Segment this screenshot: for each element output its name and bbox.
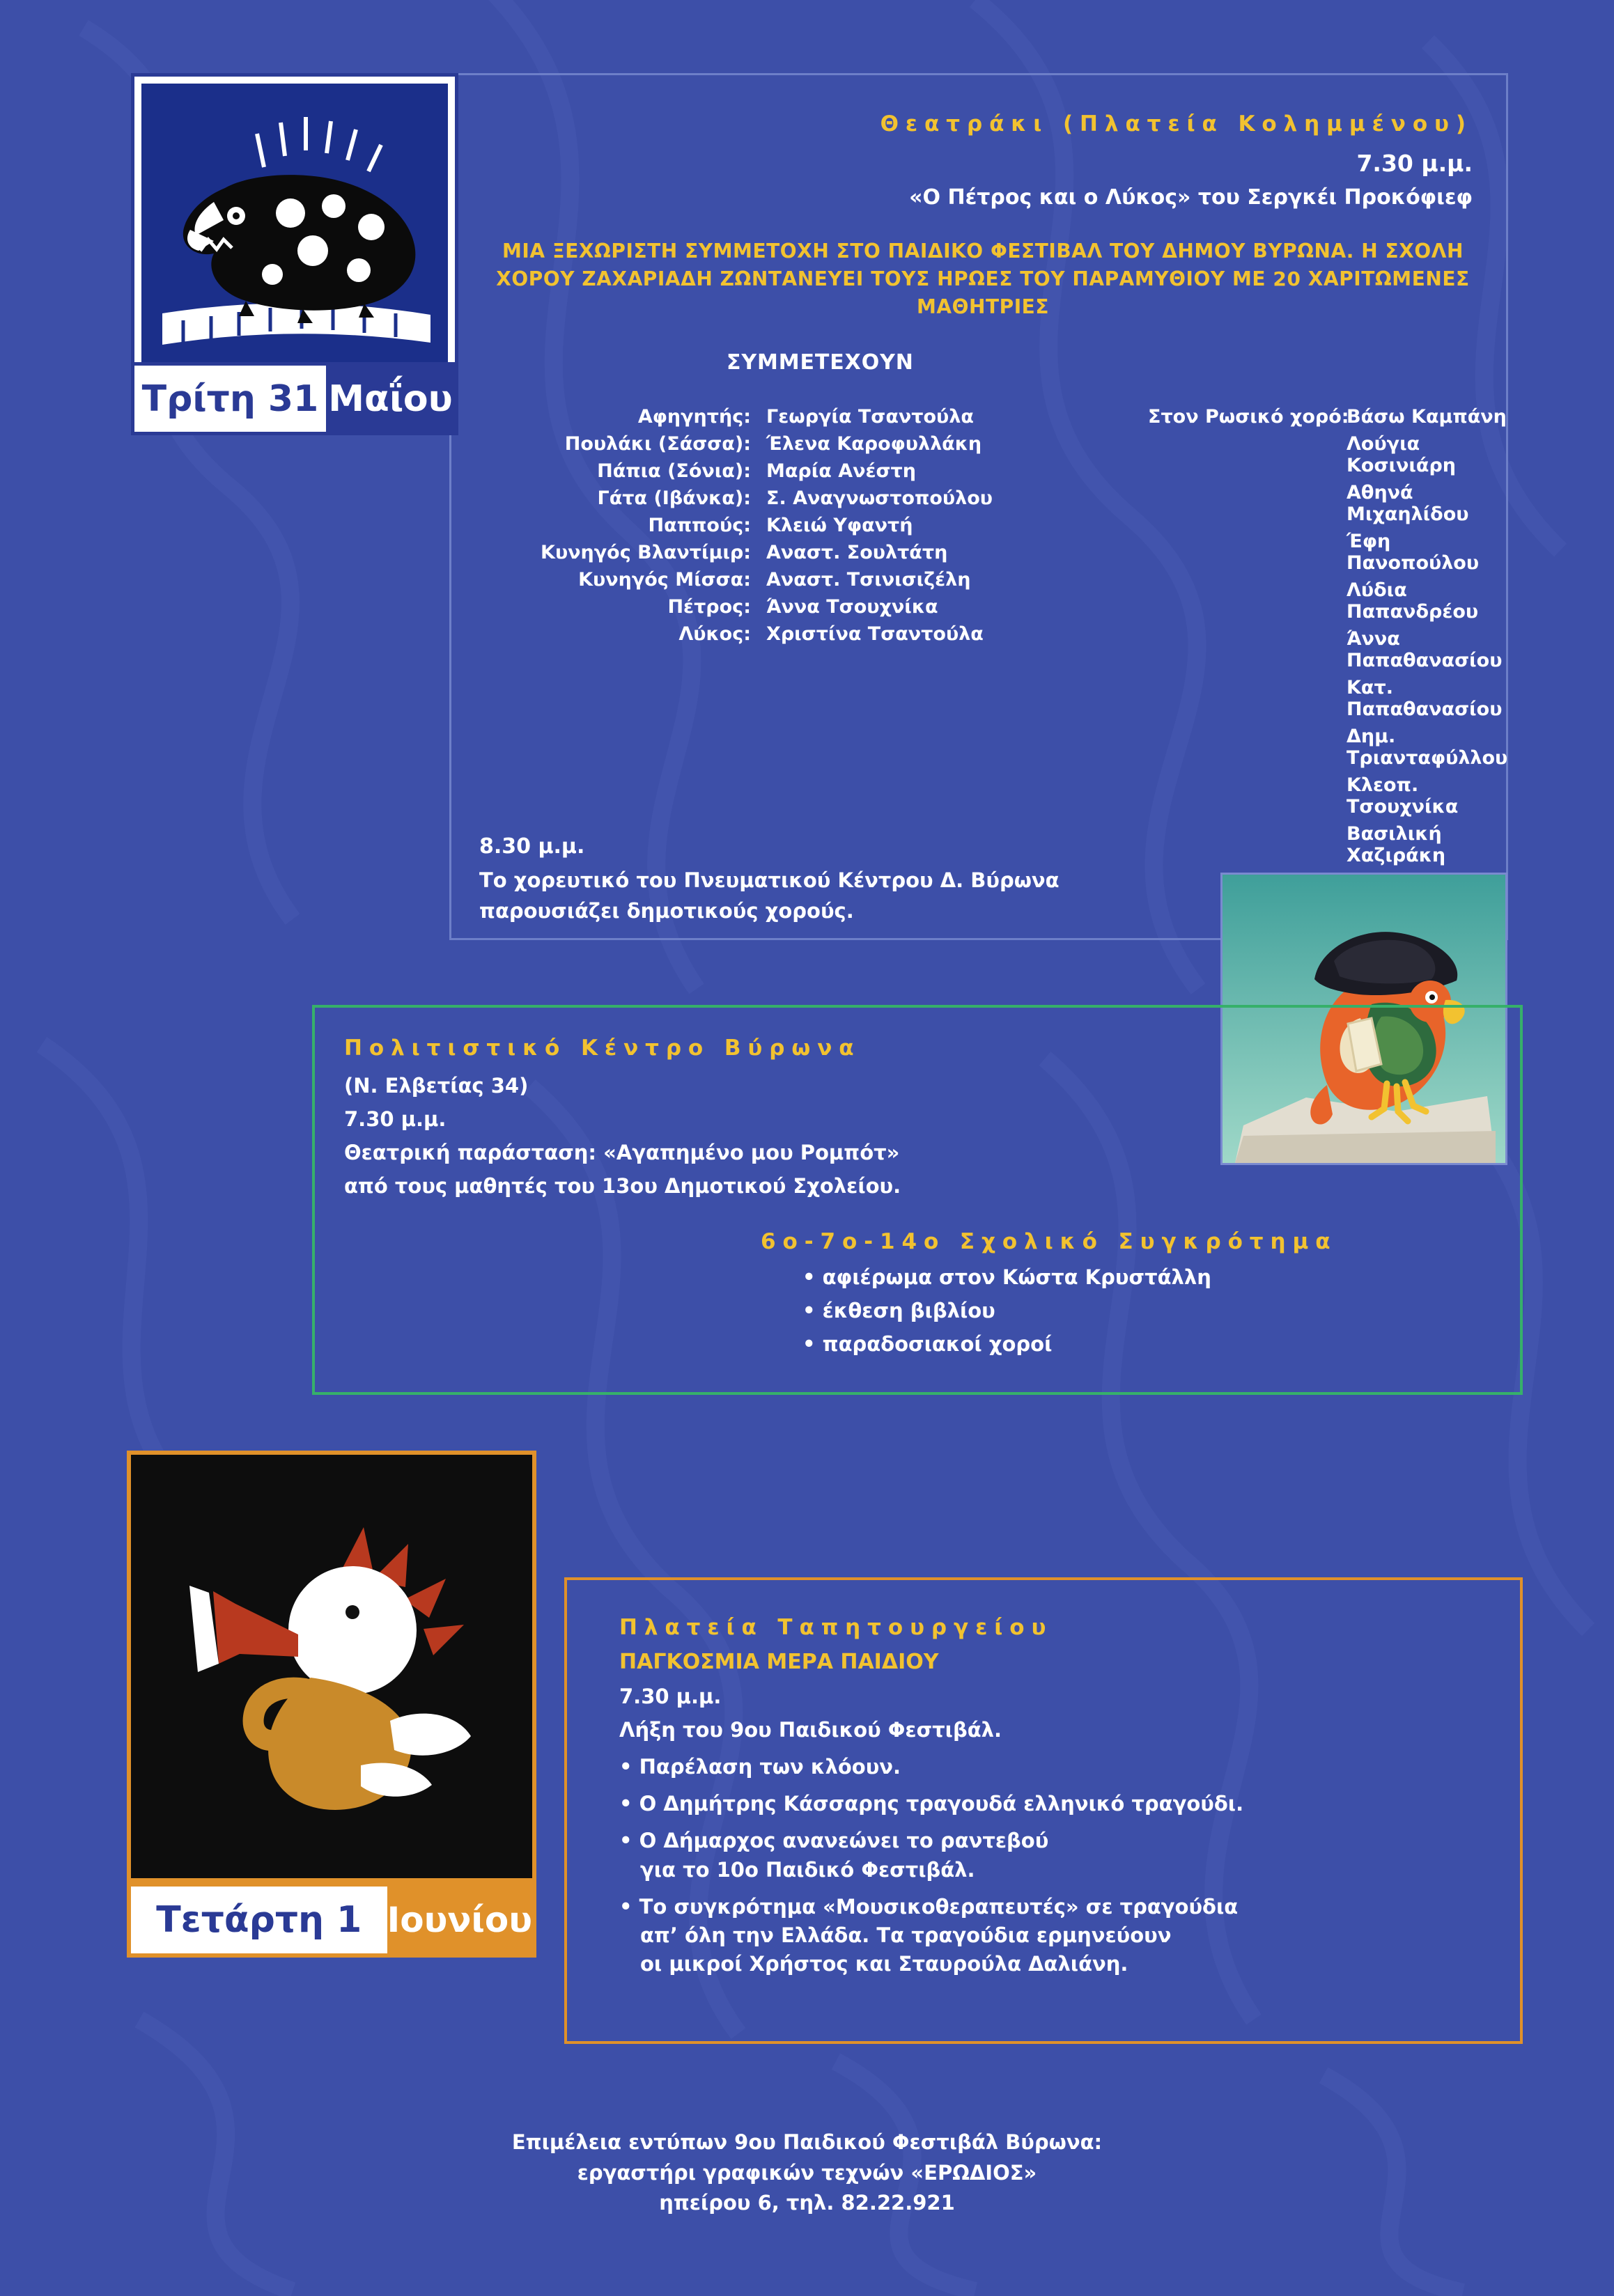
- wolf-illustration: [141, 84, 448, 362]
- list-item: Βάσω Καμπάνη: [1347, 406, 1507, 428]
- list-item-text: Ο Δήμαρχος ανανεώνει το ραντεβού: [639, 1829, 1049, 1853]
- list-item: Λούγια Κοσινιάρη: [1347, 433, 1457, 476]
- list-item: Κατ. Παπαθανασίου: [1347, 677, 1503, 720]
- footer-line2: εργαστήρι γραφικών τεχνών «ΕΡΩΔΙΟΣ»: [577, 2160, 1037, 2185]
- day2-time: 7.30 μ.μ.: [619, 1685, 722, 1708]
- cast-role: Αφηγητής:: [637, 406, 751, 428]
- chick-illustration: [131, 1455, 532, 1878]
- day2-subtitle: ΠΑΓΚΟΣΜΙΑ ΜΕΡΑ ΠΑΙΔΙΟΥ: [619, 1650, 939, 1674]
- list-item: • έκθεση βιβλίου: [802, 1299, 1211, 1322]
- day2-date-badge: [127, 1882, 536, 1958]
- day2-venue: Πλατεία Ταπητουργείου: [619, 1615, 1053, 1640]
- day1-second-note: [479, 866, 1060, 926]
- cast-row: [521, 460, 1071, 482]
- day1-date-month: Μαΐου: [326, 366, 455, 432]
- cast-role: Πέτρος:: [667, 596, 751, 618]
- list-item-text-cont: απ’ όλη την Ελλάδα. Τα τραγούδια ερμηνεύουν: [640, 1923, 1172, 1947]
- day1-venue: Θεατράκι (Πλατεία Κολημμένου): [880, 111, 1473, 136]
- list-item: • αφιέρωμα στον Κώστα Κρυστάλλη: [802, 1265, 1211, 1289]
- day2-program-frame: [564, 1577, 1523, 2044]
- day2-date-day: Τετάρτη 1: [156, 1899, 362, 1941]
- russian-dance-label: Στον Ρωσικό χορό:: [1148, 406, 1349, 428]
- cast-name: Σ. Αναγνωστοπούλου: [766, 487, 993, 509]
- list-item-text: Παρέλαση των κλόουν.: [639, 1755, 901, 1779]
- cast-row: [521, 623, 1071, 645]
- day2-date-month: Ιουνίου: [387, 1887, 532, 1953]
- cast-role: Πουλάκι (Σάσσα):: [564, 433, 751, 455]
- day1-participants-label: ΣΥΜΜΕΤΕΧΟΥΝ: [727, 350, 914, 375]
- cultural-center-line2: από τους μαθητές του 13ου Δημοτικού Σχολείου.: [344, 1174, 901, 1198]
- list-item-text-cont: οι μικροί Χρήστος και Σταυρούλα Δαλιάνη.: [640, 1952, 1128, 1976]
- list-item: [619, 1827, 1243, 1884]
- cultural-center-line1: Θεατρική παράσταση: «Αγαπημένο μου Ρομπότ»: [344, 1141, 900, 1164]
- list-item: Δημ. Τριανταφύλλου: [1347, 726, 1508, 769]
- list-item: Βασιλική Χαζιράκη: [1347, 823, 1446, 866]
- day1-second-note-line1: Το χορευτικό του Πνευματικού Κέντρου Δ. Βύρωνα: [479, 868, 1060, 892]
- day1-second-note-line2: παρουσιάζει δημοτικούς χορούς.: [479, 898, 854, 923]
- cast-row: [521, 487, 1071, 509]
- cast-name: Αναστ. Τσινισιζέλη: [766, 569, 971, 591]
- cast-row: [521, 596, 1071, 618]
- cast-name: Μαρία Ανέστη: [766, 460, 917, 482]
- list-item-text-cont: για το 10ο Παιδικό Φεστιβάλ.: [640, 1857, 975, 1882]
- list-item: Άννα Παπαθανασίου: [1347, 628, 1503, 671]
- list-item: [619, 1753, 1243, 1781]
- list-item: Αθηνά Μιχαηλίδου: [1347, 482, 1469, 525]
- cast-name: Αναστ. Σουλτάτη: [766, 542, 948, 563]
- cast-name: Γεωργία Τσαντούλα: [766, 406, 974, 428]
- russian-dance-list: [1347, 406, 1510, 872]
- day1-cast-list: [521, 406, 1071, 650]
- footer-credits: [0, 2127, 1614, 2219]
- cultural-center-address: (Ν. Ελβετίας 34): [344, 1074, 529, 1098]
- cultural-center-time: 7.30 μ.μ.: [344, 1107, 447, 1131]
- footer-line1: Επιμέλεια εντύπων 9ου Παιδικού Φεστιβάλ Βύρωνα:: [511, 2130, 1103, 2154]
- cast-role: Κυνηγός Μίσσα:: [578, 569, 751, 591]
- cast-name: Έλενα Καροφυλλάκη: [766, 433, 982, 455]
- cultural-center-frame: [312, 1005, 1523, 1395]
- cast-row: [521, 542, 1071, 563]
- list-item: [619, 1790, 1243, 1818]
- cultural-center-title: Πολιτιστικό Κέντρο Βύρωνα: [344, 1036, 861, 1061]
- cast-role: Λύκος:: [678, 623, 751, 645]
- cast-name: Χριστίνα Τσαντούλα: [766, 623, 984, 645]
- school-complex-title: 6ο-7ο-14ο Σχολικό Συγκρότημα: [761, 1229, 1337, 1254]
- day1-date-badge: [131, 362, 458, 435]
- list-item: Κλεοπ. Τσουχνίκα: [1347, 774, 1459, 818]
- day1-date-day: Τρίτη 31: [141, 377, 319, 420]
- chick-illustration-card: [127, 1451, 536, 1882]
- list-item-text: Το συγκρότημα «Μουσικοθεραπευτές» σε τραγούδια: [639, 1894, 1239, 1919]
- cast-row: [521, 515, 1071, 536]
- day1-blurb: ΜΙΑ ΞΕΧΩΡΙΣΤΗ ΣΥΜΜΕΤΟΧΗ ΣΤΟ ΠΑΙΔΙΚΟ ΦΕΣΤΙΒΑΛ ΤΟΥ ΔΗΜΟΥ ΒΥΡΩΝΑ. Η ΣΧΟΛΗ ΧΟΡΟΥ ΖΑΧΑΡΙΑΔΗ ΖΩΝΤΑΝΕΥΕΙ ΤΟΥΣ ΗΡΩΕΣ ΤΟΥ ΠΑΡΑΜΥΘΙΟΥ ΜΕ 20 ΧΑΡΙΤΩΜΕΝΕΣ ΜΑΘΗΤΡΙΕΣ: [496, 240, 1470, 318]
- day1-second-time: 8.30 μ.μ.: [479, 834, 585, 859]
- cast-name: Κλειώ Υφαντή: [766, 515, 913, 536]
- cast-row: [521, 569, 1071, 591]
- day1-show-title: «Ο Πέτρος και ο Λύκος» του Σεργκέι Προκόφιεφ: [909, 185, 1473, 210]
- cast-role: Κυνηγός Βλαντίμιρ:: [541, 542, 751, 563]
- day1-time: 7.30 μ.μ.: [1356, 150, 1473, 177]
- cast-row: [521, 406, 1071, 428]
- footer-line3: ηπείρου 6, τηλ. 82.22.921: [659, 2191, 955, 2215]
- day2-line1: Λήξη του 9ου Παιδικού Φεστιβάλ.: [619, 1718, 1002, 1742]
- day2-items-list: [619, 1753, 1243, 1987]
- list-item: Λύδια Παπανδρέου: [1347, 579, 1479, 623]
- cast-name: Άννα Τσουχνίκα: [766, 596, 938, 618]
- cast-role: Πάπια (Σόνια):: [597, 460, 751, 482]
- cast-role: Παππούς:: [648, 515, 751, 536]
- cast-row: [521, 433, 1071, 455]
- list-item: [619, 1893, 1243, 1979]
- list-item: Έφη Πανοπούλου: [1347, 531, 1480, 574]
- list-item-text: Ο Δημήτρης Κάσσαρης τραγουδά ελληνικό τραγούδι.: [639, 1792, 1244, 1816]
- school-complex-list: [802, 1265, 1211, 1366]
- cast-role: Γάτα (Ιβάνκα):: [597, 487, 751, 509]
- day1-program-frame: [449, 73, 1508, 940]
- list-item: • παραδοσιακοί χοροί: [802, 1332, 1211, 1356]
